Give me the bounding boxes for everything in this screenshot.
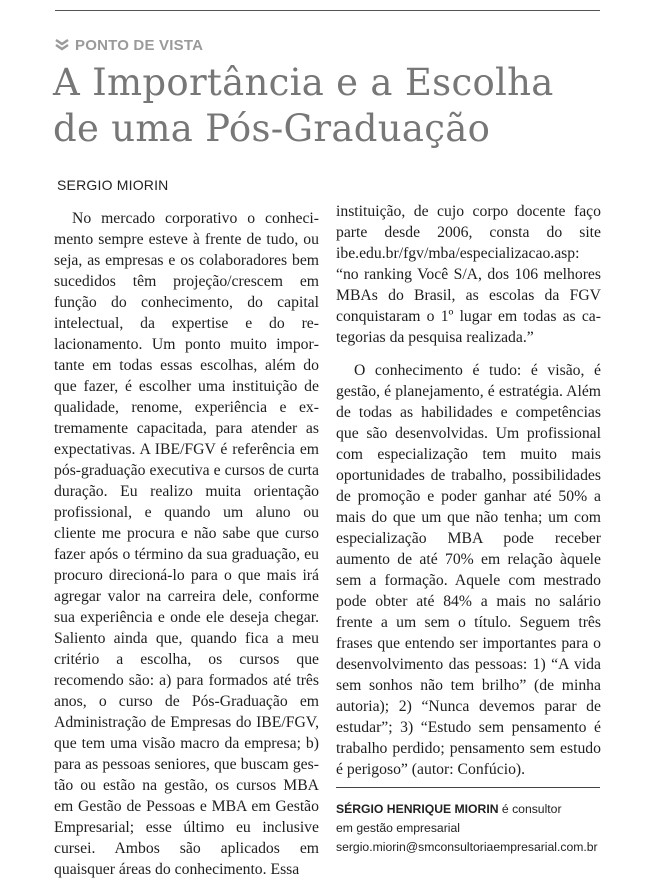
headline	[53, 60, 653, 152]
headline-line-1: A Importância e a Escolha	[53, 61, 554, 104]
section-tag	[55, 36, 203, 54]
body-paragraph-2: O conhecimento é tudo: é visão, é gestão, é planejamento, é estratégia. Além de todas as habilidades e competências que são desenvolvidas. Um profissional com especialização tem muito mais oportunidades de trabalho, possibilidades de promoção e poder ganhar até 50% a mais do que um que não tenha; um com especialização MBA pode receber aumento de até 70% em relação àquele sem a formação. Aquele com mestrado pode obter até 84% a mais no salário frente a um sem o título. Seguem três frases que entendo ser importantes para o desenvolvimento das pessoas: 1) “A vida sem sonhos não tem brilho” (de minha autoria); 2) “Nunca devemos parar de estudar”; 3) “Estudo sem pensamento é trabalho perdido; pensamento sem estudo é perigoso” (autor: Confúcio).	[336, 362, 601, 778]
bio-rule	[336, 787, 600, 788]
bio-email[interactable]: sergio.miorin@smconsultoriaempresarial.com.br	[336, 840, 598, 854]
bio-role-2: em gestão empresarial	[336, 821, 460, 835]
top-rule	[55, 10, 600, 11]
author-bio	[336, 800, 606, 857]
body-paragraph-1-part-1: No mercado corporativo o conhecimento sempre esteve à frente de tudo, ou seja, as empresas e os colaboradores bem sucedidos têm projeção/crescem em função do conhecimento, do capital intelectual, da expertise e do relacionamento. Um ponto muito importante em todas essas escolhas, além do que fazer, é escolher uma instituição de qualidade, renome, experiência e extremamente capacitada, para atender as expectativas. A IBE/FGV é referência em pós-graduação executiva e cursos de curta duração. Eu realizo muita orientação profissional, e quando um aluno ou cliente me procura e não sabe que curso fazer após o término da sua graduação, eu procuro direcioná-lo para o que mais irá agregar valor na carreira dele, conforme sua experiência e onde ele deseja chegar. Saliento ainda que, quando fica a meu critério a escolha, os cursos que recomendo são: a) para formados até três anos, o curso de Pós-Graduação em Administração de Empresas do IBE/FGV, que tem uma visão macro da empresa; b) para as pessoas seniores, que buscam gestão ou estão na gestão, os cursos MBA em Gestão de Pessoas e MBA em Gestão Empresarial; esse último eu inclusive cursei. Ambos são aplicados em quaisquer áreas do conhecimento. Essa	[54, 210, 319, 878]
headline-line-2: de uma Pós-Graduação	[53, 107, 491, 150]
body-paragraph-1-part-2: instituição, de cujo corpo docente faço parte desde 2006, consta do site ibe.edu.br/fgv/mba/especializacao.asp: “no ranking Você S/A, dos 106 melhores MBAs do Brasil, as escolas da FGV conquistaram o 1º lugar em todas as categorias da pesquisa realizada.”	[336, 203, 601, 346]
bio-name: SÉRGIO HENRIQUE MIORIN	[336, 802, 499, 816]
bio-role-1: é consultor	[498, 802, 562, 816]
section-label: PONTO DE VISTA	[75, 36, 204, 54]
article-column-2	[336, 201, 601, 780]
bio-line-1	[336, 800, 606, 819]
author-byline: SERGIO MIORIN	[57, 177, 169, 193]
article-column-1	[54, 208, 319, 880]
chevron-icon	[55, 39, 69, 51]
